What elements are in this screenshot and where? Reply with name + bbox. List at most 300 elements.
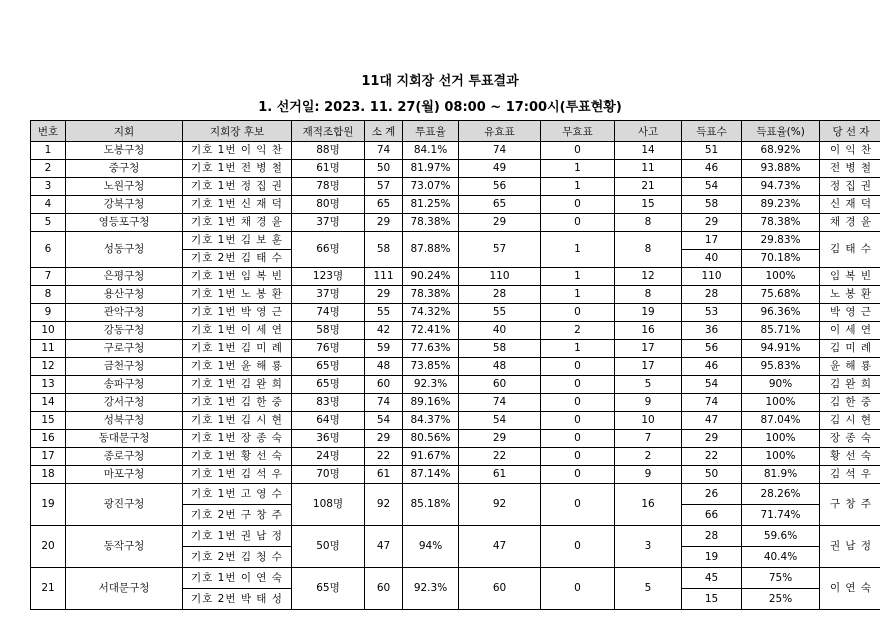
table-row <box>31 340 880 358</box>
turnout-cell: 87.88% <box>403 232 459 268</box>
votes-cell: 26 <box>682 484 742 505</box>
votes-cell: 17 <box>682 232 742 250</box>
accident-cell: 17 <box>615 340 682 358</box>
accident-cell: 15 <box>615 196 682 214</box>
candidate-cell: 기호 1번 정 집 권 <box>183 178 292 196</box>
candidate-cell: 기호 1번 채 경 윤 <box>183 214 292 232</box>
members-cell: 78명 <box>292 178 365 196</box>
accident-cell: 17 <box>615 358 682 376</box>
votes-cell: 47 <box>682 412 742 430</box>
accident-cell: 11 <box>615 160 682 178</box>
turnout-cell: 72.41% <box>403 322 459 340</box>
invalid-cell: 0 <box>541 568 615 610</box>
rate-cell: 59.6% <box>742 526 820 547</box>
rate-cell: 68.92% <box>742 142 820 160</box>
turnout-cell: 84.37% <box>403 412 459 430</box>
rate-cell: 81.9% <box>742 466 820 484</box>
winner-cell: 이 세 연 <box>820 322 880 340</box>
winner-cell: 김 완 희 <box>820 376 880 394</box>
accident-cell: 5 <box>615 568 682 610</box>
turnout-cell: 94% <box>403 526 459 568</box>
rate-cell: 89.23% <box>742 196 820 214</box>
winner-cell: 김 한 중 <box>820 394 880 412</box>
invalid-cell: 2 <box>541 322 615 340</box>
header-rate: 득표율(%) <box>742 121 820 142</box>
invalid-cell: 0 <box>541 304 615 322</box>
branch-cell: 광진구청 <box>66 484 183 526</box>
row-number: 18 <box>31 466 66 484</box>
rate-cell: 93.88% <box>742 160 820 178</box>
candidate-cell: 기호 1번 이 세 연 <box>183 322 292 340</box>
table-row <box>31 142 880 160</box>
members-cell: 50명 <box>292 526 365 568</box>
members-cell: 37명 <box>292 214 365 232</box>
header-candidate: 지회장 후보 <box>183 121 292 142</box>
rate-cell: 75.68% <box>742 286 820 304</box>
branch-cell: 종로구청 <box>66 448 183 466</box>
rate-cell: 71.74% <box>742 505 820 526</box>
accident-cell: 16 <box>615 322 682 340</box>
candidate-cell: 기호 2번 김 청 수 <box>183 547 292 568</box>
candidate-cell: 기호 1번 전 병 철 <box>183 160 292 178</box>
valid-cell: 57 <box>459 232 541 268</box>
valid-cell: 28 <box>459 286 541 304</box>
rate-cell: 40.4% <box>742 547 820 568</box>
members-cell: 83명 <box>292 394 365 412</box>
accident-cell: 8 <box>615 214 682 232</box>
votes-cell: 50 <box>682 466 742 484</box>
table-row <box>31 214 880 232</box>
votes-cell: 36 <box>682 322 742 340</box>
table-row <box>31 358 880 376</box>
row-number: 21 <box>31 568 66 610</box>
branch-cell: 강서구청 <box>66 394 183 412</box>
accident-cell: 2 <box>615 448 682 466</box>
winner-cell: 임 복 빈 <box>820 268 880 286</box>
total-cell: 54 <box>365 412 403 430</box>
votes-cell: 45 <box>682 568 742 589</box>
table-row <box>31 484 880 505</box>
branch-cell: 구로구청 <box>66 340 183 358</box>
row-number: 10 <box>31 322 66 340</box>
table-row <box>31 178 880 196</box>
row-number: 12 <box>31 358 66 376</box>
candidate-cell: 기호 1번 권 남 정 <box>183 526 292 547</box>
election-date-subtitle: 1. 선거일: 2023. 11. 27(월) 08:00 ~ 17:00시(투표현황) <box>258 100 622 115</box>
branch-cell: 강동구청 <box>66 322 183 340</box>
votes-cell: 22 <box>682 448 742 466</box>
branch-cell: 노원구청 <box>66 178 183 196</box>
votes-cell: 51 <box>682 142 742 160</box>
winner-cell: 신 재 덕 <box>820 196 880 214</box>
candidate-cell: 기호 1번 박 영 근 <box>183 304 292 322</box>
members-cell: 76명 <box>292 340 365 358</box>
winner-cell: 황 선 숙 <box>820 448 880 466</box>
members-cell: 65명 <box>292 568 365 610</box>
turnout-cell: 85.18% <box>403 484 459 526</box>
rate-cell: 25% <box>742 589 820 610</box>
winner-cell: 김 태 수 <box>820 232 880 268</box>
total-cell: 50 <box>365 160 403 178</box>
valid-cell: 56 <box>459 178 541 196</box>
candidate-cell: 기호 1번 김 미 례 <box>183 340 292 358</box>
row-number: 7 <box>31 268 66 286</box>
valid-cell: 110 <box>459 268 541 286</box>
row-number: 9 <box>31 304 66 322</box>
members-cell: 61명 <box>292 160 365 178</box>
page-title: 11대 지회장 선거 투표결과 <box>361 74 519 89</box>
invalid-cell: 1 <box>541 160 615 178</box>
members-cell: 123명 <box>292 268 365 286</box>
total-cell: 29 <box>365 286 403 304</box>
winner-cell: 박 영 근 <box>820 304 880 322</box>
votes-cell: 29 <box>682 214 742 232</box>
total-cell: 48 <box>365 358 403 376</box>
winner-cell: 김 미 례 <box>820 340 880 358</box>
valid-cell: 22 <box>459 448 541 466</box>
total-cell: 111 <box>365 268 403 286</box>
branch-cell: 성북구청 <box>66 412 183 430</box>
turnout-cell: 81.97% <box>403 160 459 178</box>
valid-cell: 29 <box>459 430 541 448</box>
row-number: 4 <box>31 196 66 214</box>
valid-cell: 74 <box>459 142 541 160</box>
rate-cell: 29.83% <box>742 232 820 250</box>
accident-cell: 9 <box>615 466 682 484</box>
total-cell: 57 <box>365 178 403 196</box>
rate-cell: 28.26% <box>742 484 820 505</box>
total-cell: 60 <box>365 568 403 610</box>
valid-cell: 61 <box>459 466 541 484</box>
winner-cell: 장 종 숙 <box>820 430 880 448</box>
valid-cell: 74 <box>459 394 541 412</box>
candidate-cell: 기호 2번 김 태 수 <box>183 250 292 268</box>
row-number: 20 <box>31 526 66 568</box>
members-cell: 65명 <box>292 376 365 394</box>
total-cell: 61 <box>365 466 403 484</box>
votes-cell: 15 <box>682 589 742 610</box>
accident-cell: 7 <box>615 430 682 448</box>
winner-cell: 권 남 정 <box>820 526 880 568</box>
header-winner: 당 선 자 <box>820 121 880 142</box>
invalid-cell: 0 <box>541 412 615 430</box>
turnout-cell: 90.24% <box>403 268 459 286</box>
votes-cell: 19 <box>682 547 742 568</box>
total-cell: 42 <box>365 322 403 340</box>
votes-cell: 40 <box>682 250 742 268</box>
branch-cell: 용산구청 <box>66 286 183 304</box>
invalid-cell: 0 <box>541 394 615 412</box>
header-valid: 유효표 <box>459 121 541 142</box>
valid-cell: 54 <box>459 412 541 430</box>
members-cell: 80명 <box>292 196 365 214</box>
branch-cell: 관악구청 <box>66 304 183 322</box>
turnout-cell: 78.38% <box>403 214 459 232</box>
row-number: 8 <box>31 286 66 304</box>
members-cell: 64명 <box>292 412 365 430</box>
invalid-cell: 0 <box>541 526 615 568</box>
total-cell: 65 <box>365 196 403 214</box>
valid-cell: 48 <box>459 358 541 376</box>
votes-cell: 54 <box>682 178 742 196</box>
invalid-cell: 0 <box>541 142 615 160</box>
rate-cell: 100% <box>742 268 820 286</box>
candidate-cell: 기호 1번 황 선 숙 <box>183 448 292 466</box>
row-number: 16 <box>31 430 66 448</box>
header-row <box>31 121 880 142</box>
header-turnout: 투표율 <box>403 121 459 142</box>
candidate-cell: 기호 1번 윤 해 룡 <box>183 358 292 376</box>
header-accident: 사고 <box>615 121 682 142</box>
invalid-cell: 0 <box>541 214 615 232</box>
accident-cell: 21 <box>615 178 682 196</box>
invalid-cell: 1 <box>541 286 615 304</box>
row-number: 17 <box>31 448 66 466</box>
turnout-cell: 89.16% <box>403 394 459 412</box>
row-number: 1 <box>31 142 66 160</box>
rate-cell: 94.91% <box>742 340 820 358</box>
turnout-cell: 92.3% <box>403 568 459 610</box>
row-number: 11 <box>31 340 66 358</box>
accident-cell: 10 <box>615 412 682 430</box>
invalid-cell: 0 <box>541 484 615 526</box>
header-total: 소 계 <box>365 121 403 142</box>
candidate-cell: 기호 1번 신 재 덕 <box>183 196 292 214</box>
invalid-cell: 1 <box>541 232 615 268</box>
row-number: 13 <box>31 376 66 394</box>
winner-cell: 노 봉 환 <box>820 286 880 304</box>
turnout-cell: 73.85% <box>403 358 459 376</box>
branch-cell: 도봉구청 <box>66 142 183 160</box>
candidate-cell: 기호 1번 임 복 빈 <box>183 268 292 286</box>
accident-cell: 8 <box>615 286 682 304</box>
valid-cell: 58 <box>459 340 541 358</box>
row-number: 19 <box>31 484 66 526</box>
branch-cell: 금천구청 <box>66 358 183 376</box>
total-cell: 60 <box>365 376 403 394</box>
results-body <box>31 142 880 610</box>
branch-cell: 동작구청 <box>66 526 183 568</box>
votes-cell: 54 <box>682 376 742 394</box>
turnout-cell: 81.25% <box>403 196 459 214</box>
members-cell: 88명 <box>292 142 365 160</box>
table-row <box>31 430 880 448</box>
invalid-cell: 0 <box>541 196 615 214</box>
rate-cell: 100% <box>742 430 820 448</box>
votes-cell: 46 <box>682 358 742 376</box>
valid-cell: 55 <box>459 304 541 322</box>
branch-cell: 서대문구청 <box>66 568 183 610</box>
rate-cell: 85.71% <box>742 322 820 340</box>
header-votes: 득표수 <box>682 121 742 142</box>
table-row <box>31 448 880 466</box>
invalid-cell: 0 <box>541 430 615 448</box>
rate-cell: 95.83% <box>742 358 820 376</box>
total-cell: 55 <box>365 304 403 322</box>
valid-cell: 40 <box>459 322 541 340</box>
votes-cell: 58 <box>682 196 742 214</box>
winner-cell: 이 익 찬 <box>820 142 880 160</box>
table-row <box>31 160 880 178</box>
rate-cell: 100% <box>742 448 820 466</box>
candidate-cell: 기호 1번 김 석 우 <box>183 466 292 484</box>
rate-cell: 78.38% <box>742 214 820 232</box>
candidate-cell: 기호 1번 김 완 희 <box>183 376 292 394</box>
invalid-cell: 0 <box>541 358 615 376</box>
winner-cell: 전 병 철 <box>820 160 880 178</box>
total-cell: 58 <box>365 232 403 268</box>
candidate-cell: 기호 1번 노 봉 환 <box>183 286 292 304</box>
table-row <box>31 568 880 589</box>
total-cell: 29 <box>365 214 403 232</box>
rate-cell: 90% <box>742 376 820 394</box>
rate-cell: 87.04% <box>742 412 820 430</box>
candidate-cell: 기호 1번 김 보 훈 <box>183 232 292 250</box>
rate-cell: 96.36% <box>742 304 820 322</box>
total-cell: 22 <box>365 448 403 466</box>
members-cell: 58명 <box>292 322 365 340</box>
table-row <box>31 412 880 430</box>
rate-cell: 94.73% <box>742 178 820 196</box>
members-cell: 108명 <box>292 484 365 526</box>
row-number: 5 <box>31 214 66 232</box>
votes-cell: 28 <box>682 286 742 304</box>
accident-cell: 12 <box>615 268 682 286</box>
winner-cell: 윤 해 룡 <box>820 358 880 376</box>
total-cell: 47 <box>365 526 403 568</box>
members-cell: 24명 <box>292 448 365 466</box>
winner-cell: 이 연 숙 <box>820 568 880 610</box>
turnout-cell: 87.14% <box>403 466 459 484</box>
header-no: 번호 <box>31 121 66 142</box>
invalid-cell: 0 <box>541 466 615 484</box>
table-row <box>31 394 880 412</box>
total-cell: 92 <box>365 484 403 526</box>
rate-cell: 75% <box>742 568 820 589</box>
row-number: 6 <box>31 232 66 268</box>
valid-cell: 65 <box>459 196 541 214</box>
turnout-cell: 92.3% <box>403 376 459 394</box>
winner-cell: 김 석 우 <box>820 466 880 484</box>
members-cell: 37명 <box>292 286 365 304</box>
branch-cell: 동대문구청 <box>66 430 183 448</box>
table-row <box>31 322 880 340</box>
turnout-cell: 74.32% <box>403 304 459 322</box>
valid-cell: 92 <box>459 484 541 526</box>
winner-cell: 정 집 권 <box>820 178 880 196</box>
winner-cell: 구 창 주 <box>820 484 880 526</box>
table-row <box>31 304 880 322</box>
candidate-cell: 기호 1번 김 한 중 <box>183 394 292 412</box>
total-cell: 59 <box>365 340 403 358</box>
candidate-cell: 기호 2번 박 태 성 <box>183 589 292 610</box>
header-branch: 지회 <box>66 121 183 142</box>
turnout-cell: 73.07% <box>403 178 459 196</box>
branch-cell: 송파구청 <box>66 376 183 394</box>
valid-cell: 49 <box>459 160 541 178</box>
candidate-cell: 기호 1번 이 연 숙 <box>183 568 292 589</box>
votes-cell: 110 <box>682 268 742 286</box>
members-cell: 65명 <box>292 358 365 376</box>
branch-cell: 성동구청 <box>66 232 183 268</box>
votes-cell: 66 <box>682 505 742 526</box>
candidate-cell: 기호 1번 김 시 현 <box>183 412 292 430</box>
votes-cell: 74 <box>682 394 742 412</box>
valid-cell: 60 <box>459 568 541 610</box>
accident-cell: 14 <box>615 142 682 160</box>
votes-cell: 46 <box>682 160 742 178</box>
accident-cell: 5 <box>615 376 682 394</box>
row-number: 2 <box>31 160 66 178</box>
candidate-cell: 기호 1번 고 영 수 <box>183 484 292 505</box>
valid-cell: 29 <box>459 214 541 232</box>
valid-cell: 60 <box>459 376 541 394</box>
total-cell: 74 <box>365 142 403 160</box>
accident-cell: 16 <box>615 484 682 526</box>
total-cell: 74 <box>365 394 403 412</box>
branch-cell: 강북구청 <box>66 196 183 214</box>
members-cell: 66명 <box>292 232 365 268</box>
table-row <box>31 466 880 484</box>
turnout-cell: 77.63% <box>403 340 459 358</box>
members-cell: 36명 <box>292 430 365 448</box>
winner-cell: 채 경 윤 <box>820 214 880 232</box>
turnout-cell: 78.38% <box>403 286 459 304</box>
turnout-cell: 80.56% <box>403 430 459 448</box>
table-row <box>31 268 880 286</box>
rate-cell: 70.18% <box>742 250 820 268</box>
invalid-cell: 1 <box>541 178 615 196</box>
accident-cell: 19 <box>615 304 682 322</box>
row-number: 15 <box>31 412 66 430</box>
accident-cell: 3 <box>615 526 682 568</box>
accident-cell: 9 <box>615 394 682 412</box>
table-row <box>31 232 880 250</box>
invalid-cell: 0 <box>541 376 615 394</box>
members-cell: 70명 <box>292 466 365 484</box>
candidate-cell: 기호 1번 장 종 숙 <box>183 430 292 448</box>
table-row <box>31 196 880 214</box>
row-number: 14 <box>31 394 66 412</box>
turnout-cell: 91.67% <box>403 448 459 466</box>
header-members: 재적조합원 <box>292 121 365 142</box>
valid-cell: 47 <box>459 526 541 568</box>
votes-cell: 56 <box>682 340 742 358</box>
branch-cell: 마포구청 <box>66 466 183 484</box>
turnout-cell: 84.1% <box>403 142 459 160</box>
winner-cell: 김 시 현 <box>820 412 880 430</box>
results-table <box>30 120 880 610</box>
rate-cell: 100% <box>742 394 820 412</box>
table-row <box>31 526 880 547</box>
table-row <box>31 376 880 394</box>
candidate-cell: 기호 2번 구 창 주 <box>183 505 292 526</box>
branch-cell: 중구청 <box>66 160 183 178</box>
total-cell: 29 <box>365 430 403 448</box>
invalid-cell: 1 <box>541 340 615 358</box>
members-cell: 74명 <box>292 304 365 322</box>
table-row <box>31 286 880 304</box>
votes-cell: 53 <box>682 304 742 322</box>
candidate-cell: 기호 1번 이 익 찬 <box>183 142 292 160</box>
branch-cell: 영등포구청 <box>66 214 183 232</box>
invalid-cell: 0 <box>541 448 615 466</box>
header-invalid: 무효표 <box>541 121 615 142</box>
accident-cell: 8 <box>615 232 682 268</box>
votes-cell: 28 <box>682 526 742 547</box>
invalid-cell: 1 <box>541 268 615 286</box>
row-number: 3 <box>31 178 66 196</box>
